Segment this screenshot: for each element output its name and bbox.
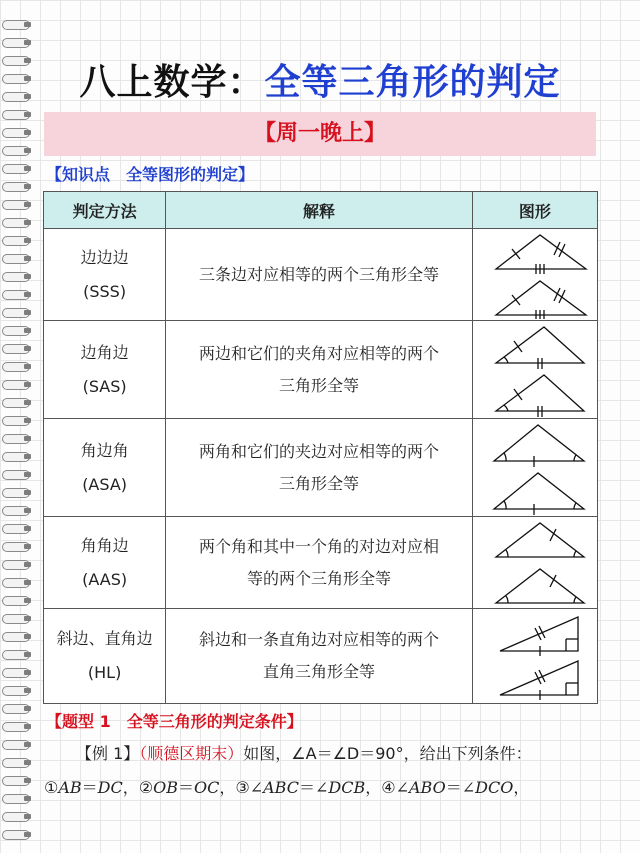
knowledge-heading: 【知识点 全等图形的判定】 [46, 165, 255, 184]
right-triangle-bottom [500, 661, 578, 700]
ring-hole [24, 292, 31, 297]
cond-sep: ， [365, 778, 382, 797]
triangle-bottom [494, 473, 584, 515]
ring-hole [24, 814, 31, 819]
binder-ring [2, 146, 34, 156]
binder-ring [2, 506, 34, 516]
ring-hole [24, 634, 31, 639]
binder-ring [2, 830, 34, 840]
table-row [44, 419, 598, 517]
table-header-row [44, 192, 598, 229]
explain-line: 三条边对应相等的两个三角形全等 [198, 264, 439, 284]
binder-ring [2, 668, 34, 678]
method-cell [44, 517, 166, 609]
binder-ring [2, 542, 34, 552]
method-cell [44, 321, 166, 419]
title-subject: 八上数学： [79, 62, 265, 103]
triangle-bottom [496, 375, 584, 417]
triangle-bottom [496, 281, 586, 319]
method-cell [44, 419, 166, 517]
ring-hole [24, 706, 31, 711]
table-row [44, 229, 598, 321]
ring-hole [24, 220, 31, 225]
ring-hole [24, 364, 31, 369]
ring-hole [24, 346, 31, 351]
binder-ring [2, 596, 34, 606]
cond-num: ① [44, 778, 59, 797]
binder-ring [2, 20, 34, 30]
ring-hole [24, 832, 31, 837]
binder-ring [2, 776, 34, 786]
binder-ring [2, 398, 34, 408]
explain-line-1: 斜边和一条直角边对应相等的两个 [198, 630, 439, 649]
ring-hole [24, 130, 31, 135]
explain-line-1: 两角和它们的夹边对应相等的两个 [198, 441, 439, 461]
explain-line-2: 三角形全等 [278, 473, 359, 493]
cond-4 [381, 778, 529, 797]
binder-ring [2, 254, 34, 264]
binder-ring [2, 110, 34, 120]
cond-term: OB [153, 778, 178, 797]
cond-term: AB [58, 778, 82, 797]
method-name: 角边角 [80, 440, 129, 460]
binder-ring [2, 308, 34, 318]
table-row [44, 609, 598, 704]
binder-ring [2, 272, 34, 282]
binder-ring [2, 524, 34, 534]
binder-ring [2, 470, 34, 480]
binder-ring [2, 290, 34, 300]
cond-sep: ， [219, 778, 236, 797]
cond-num: ③ [235, 778, 250, 797]
binder-ring [2, 380, 34, 390]
method-name: 边边边 [80, 247, 129, 267]
ring-hole [24, 112, 31, 117]
triangle-top [494, 425, 584, 467]
figure-cell [472, 609, 597, 704]
explain-line-2: 直角三角形全等 [262, 662, 375, 681]
ring-hole [24, 22, 31, 27]
title-topic: 全等三角形的判定 [264, 62, 561, 103]
cond-eq: ＝ [177, 778, 194, 797]
method-abbr: (ASA) [82, 474, 128, 494]
question-type-heading: 【题型 1 全等三角形的判定条件】 [46, 712, 303, 731]
day-banner: 【周一晚上】 [44, 112, 596, 156]
ring-hole [24, 652, 31, 657]
binder-ring [2, 326, 34, 336]
example-line [76, 741, 532, 764]
binder-ring [2, 560, 34, 570]
header-figure: 图形 [472, 192, 597, 229]
cond-num: ④ [381, 778, 396, 797]
table-row [44, 321, 598, 419]
method-abbr: (HL) [87, 663, 122, 682]
method-cell [44, 609, 166, 704]
explain-cell [166, 229, 473, 321]
ring-hole [24, 670, 31, 675]
cond-term: DC [97, 778, 123, 797]
cond-2 [139, 778, 236, 797]
cond-term: ∠ABC [249, 778, 299, 797]
binder-ring [2, 452, 34, 462]
table-row [44, 517, 598, 609]
ring-hole [24, 508, 31, 513]
explain-cell [166, 419, 473, 517]
binder-ring [2, 686, 34, 696]
binder-ring [2, 362, 34, 372]
page-title [0, 54, 640, 105]
binder-ring [2, 632, 34, 642]
binder-ring [2, 182, 34, 192]
method-abbr: (SAS) [82, 376, 127, 396]
cond-eq: ＝ [81, 778, 98, 797]
right-triangle-top [500, 617, 578, 656]
conditions-line [44, 775, 529, 798]
explain-line-1: 两个角和其中一个角的对边对应相 [198, 536, 439, 556]
binder-rings [0, 20, 40, 850]
aas-triangles-figure [480, 519, 590, 607]
ring-hole [24, 454, 31, 459]
example-text: 如图，∠A＝∠D＝90°，给出下列条件： [243, 744, 532, 763]
figure-cell [472, 419, 597, 517]
figure-cell [472, 517, 597, 609]
ring-hole [24, 544, 31, 549]
binder-ring [2, 236, 34, 246]
method-name: 边角边 [80, 342, 129, 362]
sas-triangles-figure [480, 323, 590, 417]
cond-eq: ＝ [445, 778, 462, 797]
binder-ring [2, 704, 34, 714]
binder-ring [2, 38, 34, 48]
cond-term: ∠DCO [461, 778, 514, 797]
triangle-top [496, 235, 586, 274]
cond-term: ∠ABO [395, 778, 446, 797]
explain-line-1: 两边和它们的夹角对应相等的两个 [198, 343, 439, 363]
binder-ring [2, 128, 34, 138]
binder-ring [2, 434, 34, 444]
ring-hole [24, 436, 31, 441]
ring-hole [24, 598, 31, 603]
ring-hole [24, 760, 31, 765]
method-name: 角角边 [80, 535, 129, 555]
binder-ring [2, 218, 34, 228]
ring-hole [24, 148, 31, 153]
sss-triangles-figure [480, 231, 590, 319]
ring-hole [24, 274, 31, 279]
ring-hole [24, 562, 31, 567]
ring-hole [24, 778, 31, 783]
ring-hole [24, 328, 31, 333]
header-method: 判定方法 [44, 192, 166, 229]
cond-eq: ＝ [298, 778, 315, 797]
example-label: 【例 1】 [76, 744, 140, 763]
ring-hole [24, 616, 31, 621]
triangle-top [496, 523, 584, 557]
binder-ring [2, 758, 34, 768]
ring-hole [24, 256, 31, 261]
figure-cell [472, 229, 597, 321]
cond-3 [235, 778, 381, 797]
binder-ring [2, 650, 34, 660]
cond-term: OC [194, 778, 220, 797]
method-abbr: (AAS) [82, 569, 128, 589]
ring-hole [24, 742, 31, 747]
asa-triangles-figure [480, 421, 590, 515]
binder-ring [2, 488, 34, 498]
ring-hole [24, 472, 31, 477]
triangle-top [496, 327, 584, 369]
binder-ring [2, 200, 34, 210]
example-source: （顺德区期末） [139, 744, 244, 763]
explain-cell [166, 609, 473, 704]
binder-ring [2, 740, 34, 750]
ring-hole [24, 688, 31, 693]
cond-sep: ， [513, 778, 530, 797]
cond-term: ∠DCB [315, 778, 366, 797]
binder-ring [2, 722, 34, 732]
ring-hole [24, 490, 31, 495]
ring-hole [24, 40, 31, 45]
binder-ring [2, 794, 34, 804]
ring-hole [24, 184, 31, 189]
triangle-bottom [496, 569, 584, 603]
binder-ring [2, 812, 34, 822]
cond-1 [44, 778, 139, 797]
explain-cell [166, 321, 473, 419]
figure-cell [472, 321, 597, 419]
ring-hole [24, 796, 31, 801]
method-abbr: (SSS) [83, 281, 127, 301]
binder-ring [2, 344, 34, 354]
header-explain: 解释 [166, 192, 473, 229]
binder-ring [2, 614, 34, 624]
cond-num: ② [138, 778, 154, 797]
congruence-criteria-table [43, 191, 598, 704]
binder-ring [2, 578, 34, 588]
ring-hole [24, 418, 31, 423]
ring-hole [24, 238, 31, 243]
method-cell [44, 229, 166, 321]
explain-cell [166, 517, 473, 609]
hl-triangles-figure [480, 611, 590, 701]
ring-hole [24, 202, 31, 207]
explain-line-2: 三角形全等 [278, 375, 359, 395]
ring-hole [24, 382, 31, 387]
binder-ring [2, 164, 34, 174]
explain-line-2: 等的两个三角形全等 [246, 568, 391, 588]
ring-hole [24, 724, 31, 729]
ring-hole [24, 310, 31, 315]
ring-hole [24, 400, 31, 405]
cond-sep: ， [122, 778, 139, 797]
binder-ring [2, 416, 34, 426]
ring-hole [24, 526, 31, 531]
ring-hole [24, 580, 31, 585]
method-name: 斜边、直角边 [56, 629, 153, 648]
ring-hole [24, 166, 31, 171]
